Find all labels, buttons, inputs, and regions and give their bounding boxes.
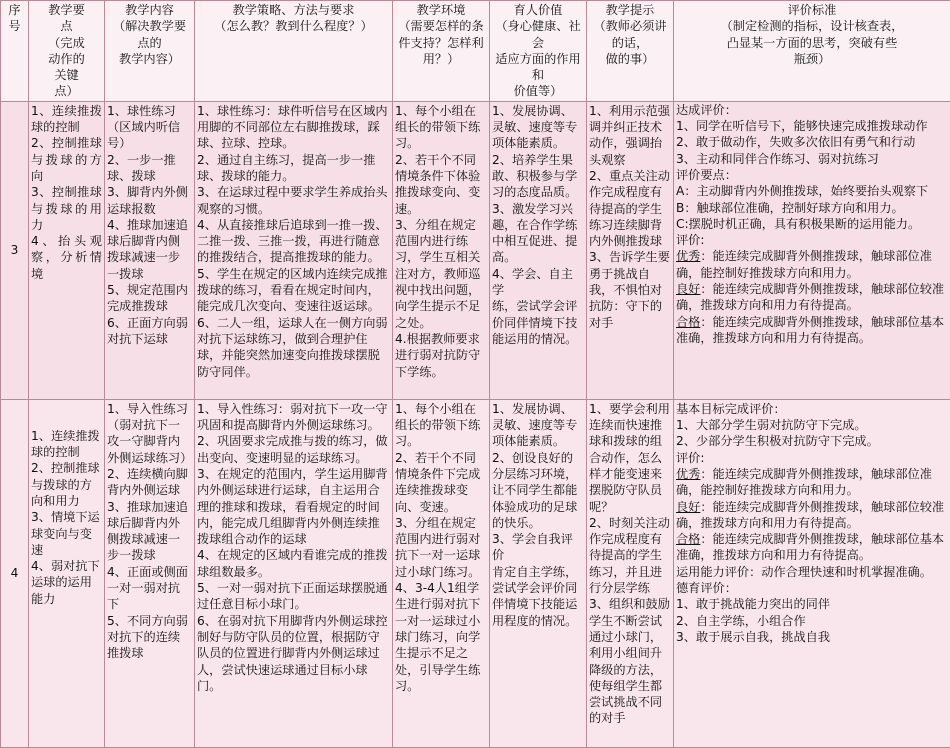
environment-cell [393, 101, 490, 399]
header-text-line: 适应方面的作用和 [492, 51, 584, 84]
cell-text-line: 练，尝试学会评价同伴情境下技能运用的情况。 [492, 298, 584, 347]
cell-text-line: 3、在规定的范围内，学生运用脚背内外侧运球进行运球，自主运用合理的推球和拨球，看看规定的时间内，能完成几组脚背内外侧连续推拨球组合动作的运球 [197, 466, 390, 547]
header-text-line: 件支持？怎样利 [395, 35, 487, 51]
header-text-line: 教学要 [31, 2, 102, 18]
cell-text-line: 3、激发学习兴趣，在合作学练中相互促进、提高。 [492, 201, 584, 266]
evaluation-text: 3、主动和同伴合作练习、弱对抗练习 [676, 152, 879, 166]
header-text-line: 做的事） [589, 51, 671, 67]
evaluation-text: ：能连续完成脚背外侧推拨球，触球部位较准确，推拨球方向和用力有待提高。 [676, 500, 944, 530]
evaluation-text: ：能连续完成脚背外侧推拨球，触球部位准确，能控制好推拨球方向和用力。 [676, 467, 932, 497]
evaluation-cell [674, 399, 950, 747]
cell-text-line: 1、发展协调、灵敏、速度等专项体能素质。 [492, 103, 584, 152]
header-text-line: 教学提示 [589, 2, 671, 18]
cell-text-line: 4、推球加速追球后脚背内侧拨球减速一步一拨球 [107, 217, 192, 282]
evaluation-cell [674, 101, 950, 399]
cell-text-line: 1、连续推拨球的控制 [31, 428, 102, 461]
header-text-line: 教学内容 [107, 2, 192, 18]
evaluation-line [676, 596, 948, 612]
header-text-line: （需要怎样的条 [395, 18, 487, 34]
cell-text-line: 3、告诉学生要勇于挑战自我，不惧怕对抗防：守下的对手 [589, 249, 671, 330]
header-text-line: 点） [31, 83, 102, 99]
evaluation-text: 达成评价： [676, 103, 737, 117]
cell-text-line: 2、通过自主练习，提高一步一推球、拨球的能力。 [197, 152, 390, 185]
evaluation-text: ：能连续完成脚背外侧推拨球，触球部位较准确，推拨球方向和用力有待提高。 [676, 282, 944, 312]
grade-label: 优秀 [676, 249, 700, 263]
cell-text-line: 5、学生在规定的区域内连续完成推拨球的练习，看看在规定时间内，能完成几次变向、变速往返运球。 [197, 266, 390, 315]
header-text-line: 教学环境 [395, 2, 487, 18]
row-number: 4 [1, 399, 29, 747]
grade-label: 合格 [676, 532, 700, 546]
evaluation-text: 2、敢于做动作，失败多次依旧有勇气和行动 [676, 135, 915, 149]
evaluation-text: 评价要点： [676, 168, 737, 182]
evaluation-line [676, 450, 948, 466]
evaluation-line [676, 232, 948, 248]
cell-text-line: 2、控制推球与拨球的方向和用力 [31, 460, 102, 509]
header-row [1, 1, 950, 102]
header-text-line: 瓶颈） [676, 51, 948, 67]
evaluation-text: 1、同学在听信号下，能够快速完成推拨球动作 [676, 119, 928, 133]
evaluation-line [676, 281, 948, 314]
evaluation-line [676, 580, 948, 596]
evaluation-text: ：能连续完成脚背外侧推拨球，触球部位基本准确，推拨球方向和用力有待提高。 [676, 532, 944, 562]
cell-text-line: 3、学会自我评价 [492, 531, 584, 564]
evaluation-line [676, 499, 948, 532]
evaluation-text: 评价: [676, 233, 704, 247]
evaluation-text: 3、敢于展示自我，挑战自我 [676, 630, 830, 644]
cell-text-line: 4、正面或侧面一对一弱对抗下 [107, 564, 192, 613]
header-text-line: 点 [31, 18, 102, 34]
grade-label: 优秀 [676, 467, 700, 481]
header-cell-tips [587, 1, 674, 102]
header-text-line: （怎么教？教到什么程度？） [197, 18, 390, 34]
evaluation-line [676, 401, 948, 417]
evaluation-line [676, 613, 948, 629]
evaluation-line [676, 417, 948, 433]
cell-text-line: 3、脚背内外侧运球报数 [107, 184, 192, 217]
tips-cell [587, 399, 674, 747]
evaluation-line [676, 167, 948, 183]
header-text-line: （解决教学要点的 [107, 18, 192, 51]
cell-text-line: 1、连续推拨球的控制 [31, 103, 102, 136]
cell-text-line: 4、在规定的区域内看谁完成的推拨球组数最多。 [197, 547, 390, 580]
header-text-line: 教学内容） [107, 51, 192, 67]
values-cell [490, 399, 587, 747]
header-cell-values [490, 1, 587, 102]
cell-text-line: 进行弱对抗防守下学练。 [395, 347, 487, 380]
evaluation-line [676, 564, 948, 580]
cell-text-line: 3、控制推球与拨球的用力 [31, 184, 102, 233]
evaluation-text: 2、自主学练，小组合作 [676, 614, 806, 628]
cell-text-line: 4、抬头观察，分析情境 [31, 233, 102, 282]
evaluation-text: ：能连续完成脚背外侧推拨球，触球部位基本准确，推拨球方向和用力有待提高。 [676, 315, 944, 345]
cell-text-line: 4、从直接推球后追球到一推一拨、二推一拨、三推一拨，再进行随意的推拨结合，提高推拨球的能力。 [197, 217, 390, 266]
header-text-line: 关键 [31, 67, 102, 83]
cell-text-line: 4、学会、自主学 [492, 266, 584, 299]
evaluation-text: C:摆脱时机正确，具有积极果断的运用能力。 [676, 217, 920, 231]
content-cell [105, 399, 195, 747]
evaluation-text: B：触球部位准确，控制好球方向和用力。 [676, 201, 904, 215]
cell-text-line: 2、培养学生果敢、积极参与学习的态度品质。 [492, 152, 584, 201]
evaluation-line [676, 151, 948, 167]
evaluation-line [676, 134, 948, 150]
cell-text-line: 2、若干个不同情境条件下体验推拨球变向、变速。 [395, 152, 487, 217]
cell-text-line: 5、不同方向弱对抗下的连续推拨球 [107, 613, 192, 662]
grade-label: 良好 [676, 282, 700, 296]
cell-text-line: 2、巩固要求完成推与拨的练习，做出变向、变速明显的运球练习。 [197, 433, 390, 466]
header-text-line: 用？） [395, 51, 487, 67]
header-cell-key-points [29, 1, 105, 102]
cell-text-line: （弱对抗下一攻一守脚背内外侧运球练习） [107, 417, 192, 466]
cell-text-line: 1、发展协调、灵敏、速度等专项体能素质。 [492, 401, 584, 450]
header-text-line: 号 [3, 18, 26, 34]
evaluation-text: 1、敢于挑战能力突出的同伴 [676, 597, 830, 611]
cell-text-line: 4、弱对抗下运球的运用能力 [31, 558, 102, 607]
header-cell-evaluation [674, 1, 950, 102]
cell-text-line: 1、每个小组在组长的带领下练习。 [395, 103, 487, 152]
cell-text-line: 5、规定范围内完成推拨球 [107, 282, 192, 315]
evaluation-text: ：能连续完成脚背外侧推拨球，触球部位准确，能控制好推拨球方向和用力。 [676, 249, 932, 279]
header-text-line: （完成 [31, 35, 102, 51]
header-cell-content [105, 1, 195, 102]
evaluation-line [676, 466, 948, 499]
header-text-line: 序 [3, 2, 26, 18]
table-row [1, 101, 950, 399]
cell-text-line: 6、正面方向弱对抗下运球 [107, 315, 192, 348]
cell-text-line: 2、控制推球与拨球的方向 [31, 135, 102, 184]
grade-label: 合格 [676, 315, 700, 329]
cell-text-line: 3、在运球过程中要求学生养成抬头观察的习惯。 [197, 184, 390, 217]
table-row [1, 399, 950, 747]
cell-text-line: 3、情境下运球变向与变速 [31, 509, 102, 558]
cell-text-line: 1、球性练习：球件听信号在区域内用脚的不同部位左右脚推拨球，踩球、拉球、控球。 [197, 103, 390, 152]
evaluation-text: 1、大部分学生弱对抗防守下完成。 [676, 418, 867, 432]
cell-text-line: 1、要学会利用连续而快速推球和拨球的组合动作，怎么样才能变速来摆脱防守队员呢？ [589, 401, 671, 515]
cell-text-line: 6、二人一组，运球人在一侧方向弱对抗下运球练习，做到合理护住球，并能突然加速变向推拨球摆脱防守同伴。 [197, 315, 390, 380]
evaluation-line [676, 216, 948, 232]
evaluation-line [676, 531, 948, 564]
evaluation-line [676, 102, 948, 118]
header-cell-index [1, 1, 29, 102]
tips-cell [587, 101, 674, 399]
cell-text-line: 1、导入性练习：弱对抗下一攻一守巩固和提高脚背内外侧运球练习。 [197, 401, 390, 434]
evaluation-text: 2、少部分学生积极对抗防守下完成。 [676, 434, 879, 448]
header-text-line: 价值等） [492, 83, 584, 99]
cell-text-line: 4、3-4人1组学生进行弱对抗下一对一运球过小球门练习，向学生提示不足之处，引导学生练习。 [395, 580, 487, 694]
cell-text-line: 2、时刻关注动作完成程度有待提高的学生练习，并且进行分层学练 [589, 515, 671, 596]
header-text-line: 评价标准 [676, 2, 948, 18]
row-number: 3 [1, 101, 29, 399]
evaluation-text: A：主动脚背内外侧推拨球，始终要抬头观察下 [676, 184, 928, 198]
content-cell [105, 101, 195, 399]
evaluation-text: 基本目标完成评价： [676, 402, 786, 416]
strategy-cell [195, 399, 393, 747]
header-cell-strategy [195, 1, 393, 102]
cell-text-line: （区域内听信号） [107, 119, 192, 152]
grade-label: 良好 [676, 500, 700, 514]
key-points-cell [29, 101, 105, 399]
header-text-line: （教师必须讲的话， [589, 18, 671, 51]
cell-text-line: 1、球性练习 [107, 103, 192, 119]
cell-text-line: 6、在弱对抗下用脚背内外侧运球控制好与防守队员的位置，根据防守队员的位置进行脚背内外侧运球过人，尝试快速运球通过目标小球门。 [197, 613, 390, 694]
evaluation-line [676, 314, 948, 347]
cell-text-line: 2、创设良好的分层练习环境，让不同学生都能体验成功的足球的快乐。 [492, 450, 584, 531]
evaluation-line [676, 248, 948, 281]
cell-text-line: 4.根据教师要求 [395, 331, 487, 347]
evaluation-line [676, 629, 948, 645]
evaluation-line [676, 183, 948, 199]
cell-text-line: 3、组织和鼓励学生不断尝试通过小球门，利用小组间升降级的方法，使每组学生都尝试挑战不同的对手 [589, 596, 671, 726]
header-text-line: 凸显某一方面的思考，突破有些 [676, 35, 948, 51]
cell-text-line: 5、一对一弱对抗下正面运球摆脱通过任意目标小球门。 [197, 580, 390, 613]
cell-text-line: 1、利用示范强调并纠正技术动作，强调抬头观察 [589, 103, 671, 168]
evaluation-text: 评价: [676, 451, 704, 465]
cell-text-line: 1、每个小组在组长的带领下练习。 [395, 401, 487, 450]
header-text-line: 动作的 [31, 51, 102, 67]
evaluation-line [676, 200, 948, 216]
cell-text-line: 3、分组在规定范围内进行练习，学生互相关注对方，教师巡视中找出问题，向学生提示不足之处。 [395, 217, 487, 331]
cell-text-line: 2、重点关注动作完成程度有待提高的学生练习连续脚背内外侧推拨球 [589, 168, 671, 249]
evaluation-line [676, 118, 948, 134]
header-text-line: 教学策略、方法与要求 [197, 2, 390, 18]
header-text-line: （身心健康、社会 [492, 18, 584, 51]
cell-text-line: 2、一步一推球、拨球 [107, 152, 192, 185]
cell-text-line: 3、推球加速追球后脚背内外侧拨球减速一步一拨球 [107, 499, 192, 564]
strategy-cell [195, 101, 393, 399]
header-cell-environment [393, 1, 490, 102]
evaluation-line [676, 433, 948, 449]
cell-text-line: 2、连续横向脚背内外侧运球 [107, 466, 192, 499]
evaluation-text: 德育评价： [676, 581, 737, 595]
cell-text-line: 2、若干个不同情境条件下完成连续推拨球变向、变速。 [395, 450, 487, 515]
header-text-line: （制定检测的指标，设计核查表， [676, 18, 948, 34]
key-points-cell [29, 399, 105, 747]
header-text-line: 育人价值 [492, 2, 584, 18]
evaluation-text: 运用能力评价：动作合理快速和时机掌握准确。 [676, 565, 932, 579]
environment-cell [393, 399, 490, 747]
cell-text-line: 1、导入性练习 [107, 401, 192, 417]
values-cell [490, 101, 587, 399]
cell-text-line: 肯定自主学练，尝试学会评价同伴情境下技能运用程度的情况。 [492, 564, 584, 629]
cell-text-line: 3、分组在规定范围内进行弱对抗下一对一运球过小球门练习。 [395, 515, 487, 580]
